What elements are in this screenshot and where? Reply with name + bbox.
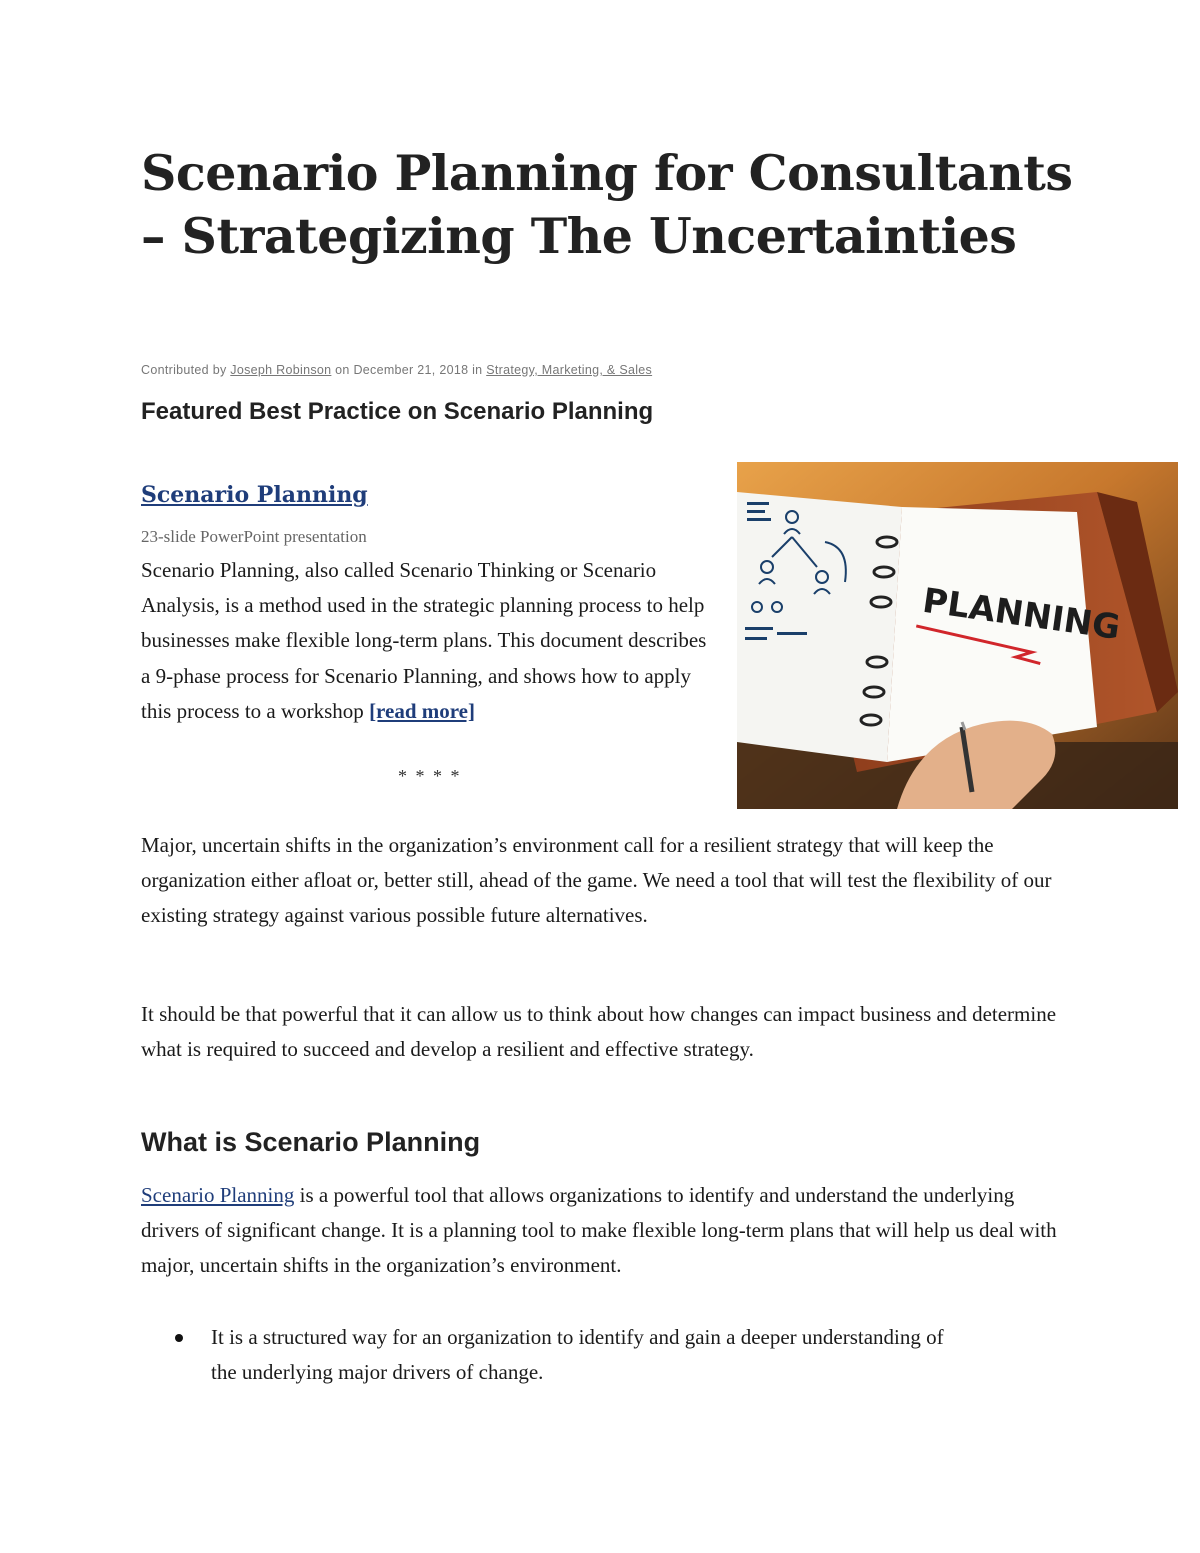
read-more-link[interactable]: [read more] [369, 698, 475, 723]
paragraph-definition [141, 1178, 1066, 1284]
image-planning-text: PLANNING [920, 580, 1123, 649]
best-practice-description [141, 553, 716, 729]
byline-prefix: Contributed by [141, 363, 231, 377]
byline-date: on December 21, 2018 in [331, 363, 487, 377]
best-practice-meta: 23-slide PowerPoint presentation [141, 527, 367, 546]
category-link[interactable]: Strategy, Marketing, & Sales [486, 363, 653, 377]
list-item-text: It is a structured way for an organization to identify and gain a deeper understanding of the underlying major drivers of change. [211, 1325, 944, 1385]
section-heading-what-is: What is Scenario Planning [141, 1127, 481, 1157]
byline [141, 363, 652, 377]
featured-heading: Featured Best Practice on Scenario Planning [141, 398, 654, 425]
article-title: Scenario Planning for Consultants – Strategizing The Uncertainties [141, 144, 1073, 265]
separator-stars: * * * * [398, 766, 462, 786]
bullet-list [141, 1320, 1066, 1390]
scenario-planning-link[interactable]: Scenario Planning [141, 1183, 295, 1207]
best-practice-description-text: Scenario Planning, also called Scenario Thinking or Scenario Analysis, is a method used in the strategic planning process to help businesses make flexible long-term plans. This document describes a 9-phase process for Scenario Planning, and shows how to apply this process to a workshop [141, 558, 707, 723]
paragraph-intro: Major, uncertain shifts in the organization’s environment call for a resilient strategy that will keep the organization either afloat or, better still, ahead of the game. We need a tool that will test the flexibility of our existing strategy against various possible future alternatives. [141, 833, 1052, 928]
author-link[interactable]: Joseph Robinson [230, 363, 332, 377]
definition-text: is a powerful tool that allows organizations to identify and understand the underlying drivers of significant change. It is a planning tool to make flexible long-term plans that will help us deal with major, uncertain shifts in the organization’s environment. [141, 1183, 1057, 1278]
bullet-dot-icon [175, 1334, 183, 1342]
best-practice-title-link[interactable]: Scenario Planning [141, 482, 368, 508]
paragraph-power: It should be that powerful that it can allow us to think about how changes can impact business and determine what is required to succeed and develop a resilient and effective strategy. [141, 1002, 1057, 1062]
planning-notebook-photo [737, 462, 1178, 809]
list-item [141, 1320, 971, 1390]
